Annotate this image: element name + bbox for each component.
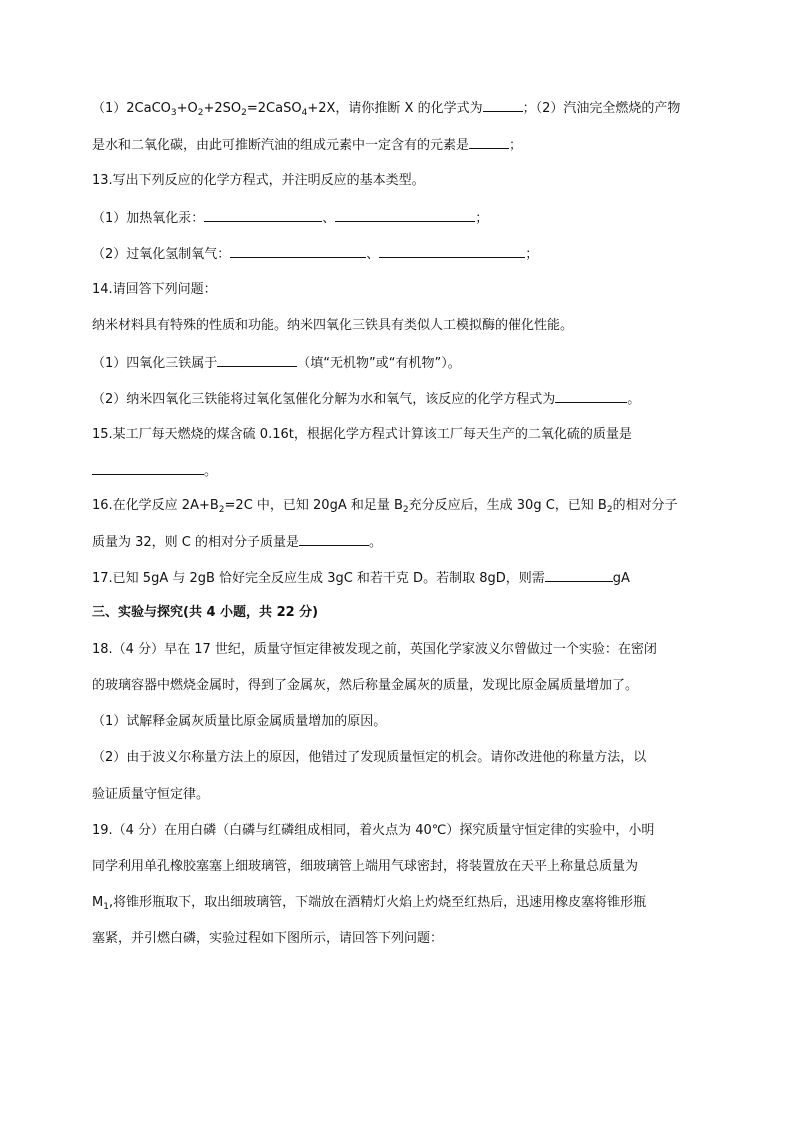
q15-line-1: 15.某工厂每天燃烧的煤含硫 0.16t，根据化学方程式计算该工厂每天生产的二氧化硫的质量是 xyxy=(92,427,632,442)
text: 。 xyxy=(369,535,383,550)
text: ,将锥形瓶取下，取出细玻璃管，下端放在酒精灯火焰上灼烧至红热后，迅速用橡皮塞将锥形瓶 xyxy=(108,895,647,910)
answer-blank[interactable] xyxy=(335,207,475,222)
q15-line-2 xyxy=(92,460,712,482)
text: +2SO xyxy=(203,101,242,116)
q14-part-1 xyxy=(92,352,712,374)
q13-part-2 xyxy=(92,243,712,265)
text: （1）加热氧化汞： xyxy=(92,211,205,226)
q13-title: 13.写出下列反应的化学方程式，并注明反应的基本类型。 xyxy=(92,173,425,188)
text: 。 xyxy=(204,464,218,479)
text: gA xyxy=(612,571,630,586)
q16-line-2 xyxy=(92,531,712,553)
text: 17.已知 5gA 与 2gB 恰好完全反应生成 3gC 和若干克 D。若制取 8gD，则需 xyxy=(92,571,545,586)
text: （1）四氧化三铁属于 xyxy=(92,356,218,371)
q12-line-2 xyxy=(92,134,712,156)
q14-intro: 纳米材料具有特殊的性质和功能。纳米四氧化三铁具有类似人工模拟酶的催化性能。 xyxy=(92,318,574,333)
answer-blank[interactable] xyxy=(230,243,366,258)
text: （2）纳米四氧化三铁能将过氧化氢催化分解为水和氧气，该反应的化学方程式为 xyxy=(92,392,556,407)
q13-part-1 xyxy=(92,207,712,229)
subscript: 2 xyxy=(241,108,247,118)
q19-line-3 xyxy=(92,893,712,913)
text: 。 xyxy=(627,392,641,407)
q12-line-1 xyxy=(92,97,712,119)
answer-blank[interactable] xyxy=(379,243,525,258)
text: =2CaSO xyxy=(246,101,302,116)
text: +2X，请你推断 X 的化学式为 xyxy=(307,101,483,116)
subscript: 2 xyxy=(606,505,613,515)
q18-line-5: 验证质量守恒定律。 xyxy=(92,787,210,802)
text: +O xyxy=(176,101,198,116)
subscript: 4 xyxy=(301,108,308,118)
answer-blank[interactable] xyxy=(92,460,204,475)
subscript: 2 xyxy=(218,505,225,515)
subscript: 3 xyxy=(170,108,177,118)
q17-line xyxy=(92,567,712,589)
answer-blank[interactable] xyxy=(469,134,509,149)
q18-line-1: 18.（4 分）早在 17 世纪，质量守恒定律被发现之前，英国化学家波义尔曾做过一个实验：在密闭 xyxy=(92,642,657,657)
text: 是水和二氧化碳，由此可推断汽油的组成元素中一定含有的元素是 xyxy=(92,138,470,153)
section-3-heading: 三、实验与探究(共 4 小题，共 22 分) xyxy=(92,605,319,620)
text: M xyxy=(92,895,104,910)
answer-blank[interactable] xyxy=(555,388,627,403)
text: （1）2CaCO xyxy=(92,101,171,116)
text: ； xyxy=(525,247,539,262)
text: （2）过氧化氢制氧气： xyxy=(92,247,231,262)
q18-line-3: （1）试解释金属灰质量比原金属质量增加的原因。 xyxy=(92,714,387,729)
text: 16.在化学反应 2A+B xyxy=(92,498,219,513)
text: 、 xyxy=(366,247,380,262)
q19-line-4: 塞紧，并引燃白磷，实验过程如下图所示，请回答下列问题： xyxy=(92,931,444,946)
answer-blank[interactable] xyxy=(299,531,369,546)
text: （填“无机物”或“有机物”）。 xyxy=(297,356,461,371)
text: ； xyxy=(509,138,523,153)
answer-blank[interactable] xyxy=(545,567,613,582)
q18-line-4: （2）由于波义尔称量方法上的原因，他错过了发现质量恒定的机会。请你改进他的称量方法，以 xyxy=(92,750,647,765)
answer-blank[interactable] xyxy=(204,207,322,222)
answer-blank[interactable] xyxy=(483,97,523,112)
q18-line-2: 的玻璃容器中燃烧金属时，得到了金属灰，然后称量金属灰的质量，发现比原金属质量增加了。 xyxy=(92,678,639,693)
subscript: 1 xyxy=(103,902,109,912)
text: =2C 中，已知 20gA 和足量 B xyxy=(224,498,403,513)
q19-line-1: 19.（4 分）在用白磷（白磷与红磷组成相同，着火点为 40℃）探究质量守恒定律的实验中，小明 xyxy=(92,823,655,838)
text: ；（2）汽油完全燃烧的产物 xyxy=(522,101,681,116)
text: 的相对分子 xyxy=(612,498,678,513)
text: ； xyxy=(475,211,489,226)
answer-blank[interactable] xyxy=(217,352,297,367)
q14-part-2 xyxy=(92,388,712,410)
subscript: 2 xyxy=(402,505,409,515)
q16-line-1 xyxy=(92,496,712,516)
text: 、 xyxy=(322,211,336,226)
q19-line-2: 同学利用单孔橡胶塞塞上细玻璃管，细玻璃管上端用气球密封，将装置放在天平上称量总质量为 xyxy=(92,859,639,874)
text: 质量为 32，则 C 的相对分子质量是 xyxy=(92,535,300,550)
subscript: 2 xyxy=(197,108,204,118)
text: 充分反应后，生成 30g C，已知 B xyxy=(408,498,607,513)
q14-title: 14.请回答下列问题： xyxy=(92,282,217,297)
